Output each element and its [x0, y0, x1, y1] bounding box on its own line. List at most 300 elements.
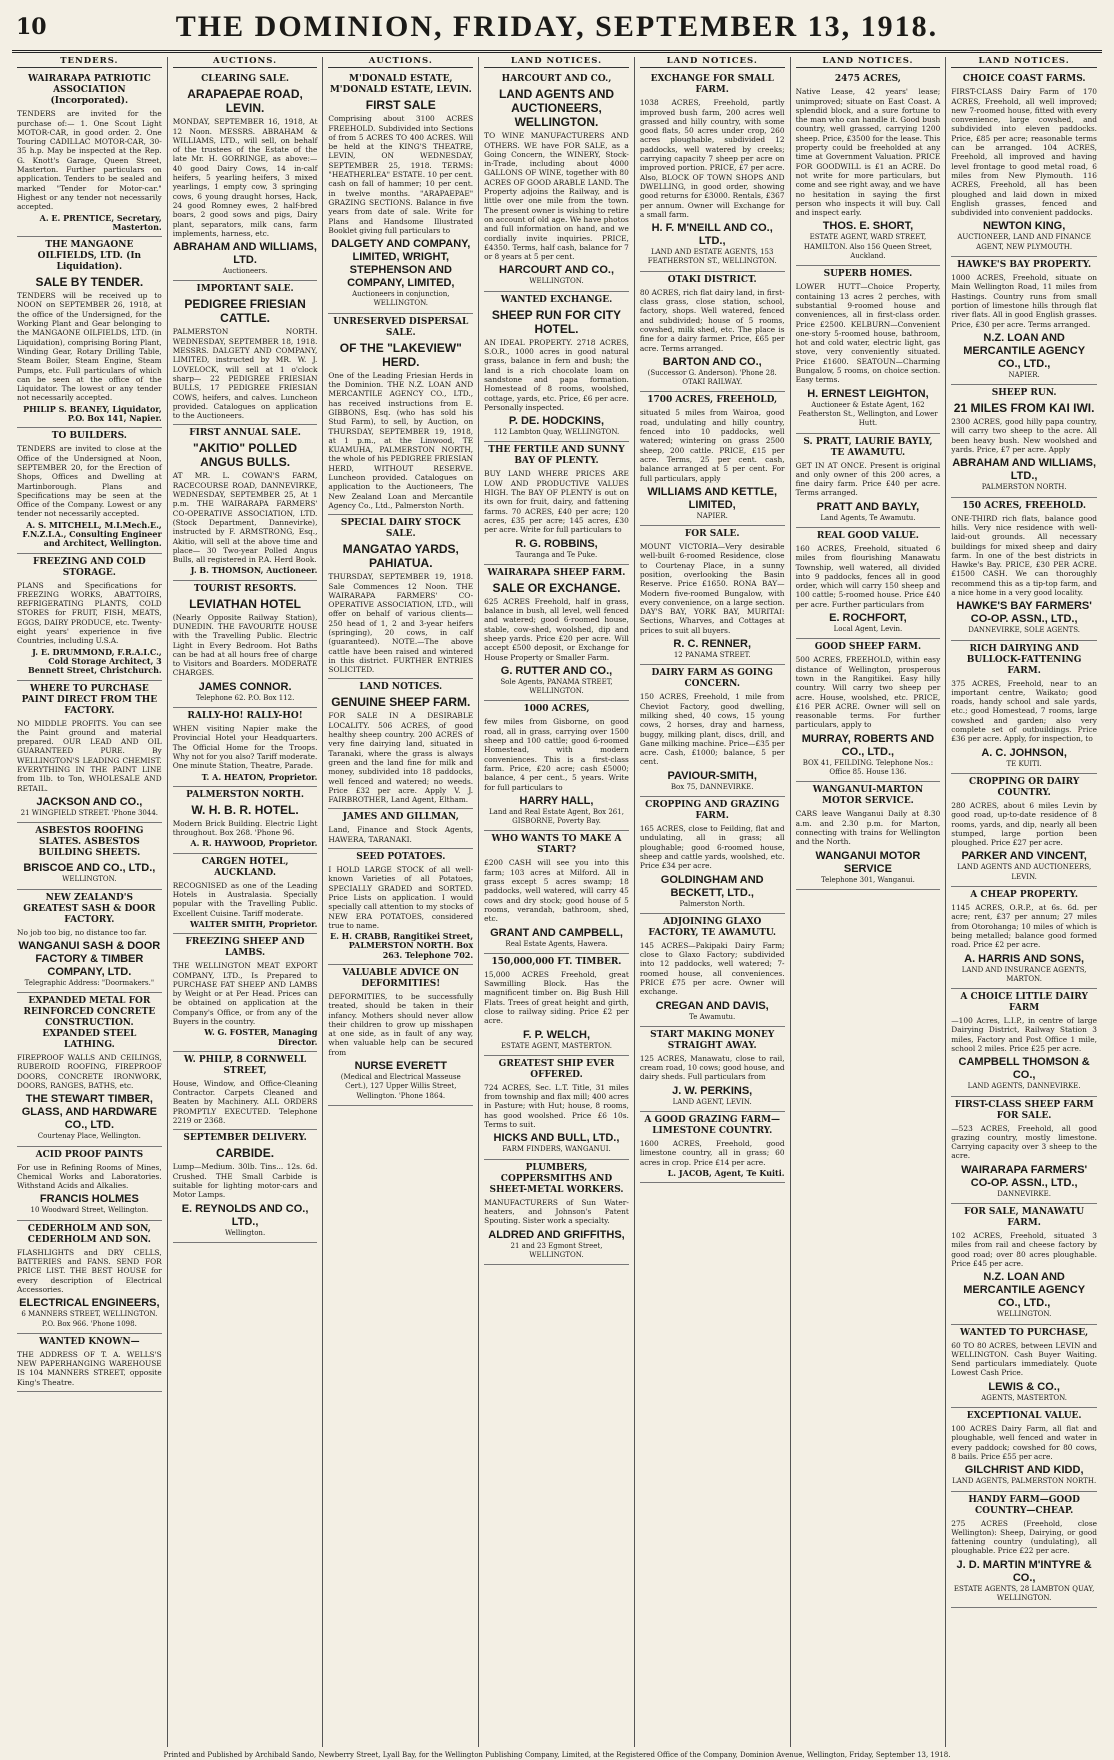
ad-signature: J. B. THOMSON, Auctioneer.	[190, 565, 318, 576]
advertisement	[328, 314, 473, 515]
advertisement	[173, 425, 318, 580]
ad-body: FIRST-CLASS Dairy Farm of 170 ACRES, Freehold, all well improved; new 7-roomed house, fitted with every convenience, large cowshed, and subdivided into eleven paddocks. Price, £85 per acre; reasonable terms can be arranged. 104 ACRES, Freehold, all improved and having level frontage to good metal road, 6 miles from New Plymouth. 116 ACRES, Freehold, all has been ploughed and laid down in mixed English grasses, fenced and subdivided into convenient paddocks.	[951, 87, 1097, 218]
ad-advertiser: FRANCIS HOLMES	[39, 1193, 139, 1206]
ad-address: LAND AGENTS, DANNEVIRKE.	[967, 1082, 1081, 1091]
ad-advertiser: F. P. WELCH,	[522, 1028, 590, 1041]
ad-body: For use in Refining Rooms of Mines, Chemical Works and Laboratories. Withstand Acids and Alkalies.	[17, 1162, 162, 1191]
advertisement	[173, 934, 318, 1052]
ad-heading: RICH DAIRYING AND BULLOCK-FATTENING FARM.	[966, 643, 1082, 676]
column-4	[479, 57, 635, 1747]
ad-advertiser: N.Z. LOAN AND MERCANTILE AGENCY CO., LTD.,	[963, 331, 1086, 370]
ad-heading: JAMES AND GILLMAN,	[342, 812, 459, 823]
advertisement	[484, 442, 629, 564]
advertisement	[173, 1130, 318, 1242]
ad-body: Native Lease, 42 years' lease; unimproved; situate on East Coast. A splendid block, and a sure fortune to the man who can handle it. Good bush country, well grassed, carrying 1200 sheep. Price, £3500 for the lease. This property could be freeholded at any time at Government Valuation. PRICE FOR GOODWILL is £1 an ACRE. Do not write for more particulars, but come and see right away, and we have no hesitation in saying the first person who inspects it will buy. Call and inspect early.	[795, 87, 941, 218]
ad-address: 21 and 23 Egmont Street, WELLINGTON.	[510, 1241, 603, 1259]
ad-body: 275 ACRES (Freehold, close Wellington): Sheep, Dairying, or good fattening country (undulating), all ploughable. Price £22 per acre.	[951, 1518, 1097, 1556]
column-header: LAND NOTICES.	[951, 57, 1097, 68]
ad-body: 1000 ACRES, Freehold, situate on Main Wellington Road, 11 miles from Hastings. Country runs from small portion of limestone hills through flat river flats. All in good English grasses. Price, £30 per acre. Terms arranged.	[951, 273, 1097, 329]
ad-headline: PEDIGREE FRIESIAN CATTLE.	[184, 297, 306, 326]
ad-heading: ASBESTOS ROOFING SLATES. ASBESTOS BUILDING SHEETS.	[35, 826, 144, 859]
ad-address: Tauranga and Te Puke.	[515, 550, 598, 559]
ad-address: LAND AND INSURANCE AGENTS, MARTON.	[961, 965, 1087, 983]
column-header: AUCTIONS.	[328, 57, 473, 68]
advertisement	[173, 787, 318, 854]
ad-headline: LAND AGENTS AND AUCTIONEERS, WELLINGTON.	[498, 87, 615, 130]
ad-body: 724 ACRES, Sec. L.T. Title, 31 miles from township and flax mill; 400 acres in Pasture; with Hut; house, 8 rooms, has good woolshed. Price £6 10s. Terms to suit.	[484, 1082, 629, 1130]
ad-body: BUY LAND WHERE PRICES ARE LOW AND PRODUCTIVE VALUES HIGH. The BAY OF PLENTY is out on its own for fruit, dairy, and fattening farms. 70 ACRES, £40 per acre; 120 acres, £35 per acre; 145 acres, £30 per acre. Write for full particulars to	[484, 469, 629, 535]
ad-address: Palmerston North.	[679, 899, 745, 908]
ad-address: AUCTIONEER, LAND AND FINANCE AGENT, NEW PLYMOUTH.	[957, 233, 1091, 251]
ad-body: DEFORMITIES, to be successfully treated, should be taken in their infancy. Mothers should never allow their children to grow up misshapen at one side, as in fault of any way, when valuable help can be secured from	[328, 992, 474, 1057]
ad-heading: FOR SALE.	[684, 529, 740, 540]
advertisement	[951, 1492, 1097, 1609]
ad-advertiser: J. D. MARTIN M'INTYRE & CO.,	[956, 1558, 1092, 1584]
ad-heading: GOOD SHEEP FARM.	[814, 642, 922, 653]
advertisement	[484, 1160, 629, 1265]
ad-advertiser: P. DE. HODCKINS,	[508, 415, 605, 428]
ad-heading: GREATEST SHIP EVER OFFERED.	[498, 1058, 615, 1080]
ad-address: Auctioneers in conjunction, WELLINGTON.	[352, 290, 450, 308]
ad-body: Land, Finance and Stock Agents, HAWERA, TARANAKI.	[328, 825, 474, 844]
ad-address: 6 MANNERS STREET, WELLINGTON. P.O. Box 966. 'Phone 1098.	[21, 1310, 158, 1328]
ad-advertiser: H. F. M'NEILL AND CO., LTD.,	[651, 222, 773, 248]
ad-address: ESTATE AGENT, WARD STREET, HAMILTON. Also 156 Queen Street, Auckland.	[803, 233, 932, 261]
ad-address: BOX 41, FEILDING. Telephone Nos.: Office 85. House 136.	[802, 758, 934, 777]
advertisement	[796, 434, 941, 528]
ad-heading: 2475 ACRES,	[834, 74, 901, 85]
ad-advertiser: J. W. PERKINS,	[672, 1084, 753, 1097]
ad-advertiser: JAMES CONNOR.	[198, 680, 292, 693]
ad-body: 160 ACRES, Freehold, situated 6 miles from flourishing Manawatu Township, well watered, all divided into 9 paddocks, fences all in good order, which will carry 150 sheep and 100 cattle; 5-roomed house. Price £40 per acre. Further particulars from	[795, 543, 941, 609]
advertisement	[484, 701, 629, 831]
ad-address: Local Agent, Levin.	[833, 625, 903, 634]
ad-heading: HANDY FARM—GOOD COUNTRY—CHEAP.	[968, 1494, 1080, 1516]
newspaper-title: THE DOMINION, FRIDAY, SEPTEMBER 13, 1918.	[175, 10, 939, 43]
ad-heading: HARCOURT AND CO.,	[501, 74, 612, 85]
ad-advertiser: WILLIAMS AND KETTLE, LIMITED,	[647, 485, 778, 511]
ad-body: 500 ACRES, FREEHOLD, within easy distance of Wellington, prosperous town in the Rangitikei. Easy hilly country. Will carry two sheep per acre. House, woolshed, etc. PRICE, £16 PER ACRE. Owner will sell on reasonable terms. For further particulars, apply to	[795, 655, 941, 730]
ad-body: MOUNT VICTORIA—Very desirable well-built 6-roomed Residence, close to Courtenay Place, in a sunny position, overlooking the Basin Reserve. Price £1650. RONA BAY—Modern five-roomed Bungalow, with every convenience, on a large section. DAY'S BAY, YORK BAY, MURITAI: Sections, Wharves, and Cottages at prices to suit all buyers.	[639, 542, 785, 635]
ad-heading: FIRST ANNUAL SALE.	[189, 428, 301, 439]
ad-address: TE KUITI.	[1006, 759, 1042, 768]
ad-headline: SHEEP RUN FOR CITY HOTEL.	[491, 307, 622, 336]
ad-address: Telephone 301, Wanganui.	[820, 875, 915, 884]
advertisement	[484, 831, 629, 953]
ad-heading: 1000 ACRES,	[523, 704, 590, 715]
ad-address: Courtenay Place, Wellington.	[37, 1132, 141, 1141]
ad-heading: FREEZING AND COLD STORAGE.	[33, 556, 146, 578]
advertisement	[328, 679, 473, 809]
ad-heading: ADJOINING GLAXO FACTORY, TE AWAMUTU.	[648, 916, 777, 938]
ad-heading: CEDERHOLM AND SON, CEDERHOLM AND SON.	[27, 1223, 151, 1245]
ad-heading: SEPTEMBER DELIVERY.	[183, 1133, 307, 1144]
ad-heading: FREEZING SHEEP AND LAMBS.	[185, 937, 305, 959]
ad-advertiser: HARCOURT AND CO.,	[498, 264, 615, 277]
ad-advertiser: LEWIS & CO.,	[988, 1380, 1060, 1393]
advertisement	[17, 993, 162, 1146]
ad-body: CARS leave Wanganui Daily at 8.30 a.m. and 2.30 p.m. for Marton, connecting with trains for Wellington and the North.	[795, 809, 941, 847]
ad-address: LAND AND ESTATE AGENTS, 153 FEATHERSTON ST., WELLINGTON.	[647, 248, 777, 266]
ad-body: 1038 ACRES, Freehold, partly improved bush farm, 200 acres well grassed and hilly country, with some good flats, 50 acres under crop, 260 acres ploughable, subdivided 12 paddocks, well watered by creeks; carrying capacity 7 sheep per acre on improved portion. PRICE, £7 per acre. Also, BLOCK OF TOWN SHOPS AND DWELLING, in good order, showing good returns for £3000. Rentals, £367 per annum. Owner will Exchange for a small farm.	[639, 98, 785, 219]
ad-heading: IMPORTANT SALE.	[196, 284, 294, 295]
ad-heading: TOURIST RESORTS.	[193, 583, 297, 594]
ad-headline: "AKITIO" POLLED ANGUS BULLS.	[193, 441, 298, 470]
advertisement	[796, 71, 941, 266]
ad-heading: THE FERTILE AND SUNNY BAY OF PLENTY.	[488, 445, 625, 467]
advertisement	[328, 515, 473, 679]
advertisement	[17, 428, 162, 553]
advertisement	[17, 823, 162, 889]
ad-advertiser: MURRAY, ROBERTS AND CO., LTD.,	[801, 732, 935, 758]
ad-headline: OF THE "LAKEVIEW" HERD.	[339, 340, 462, 369]
ad-body: FIREPROOF WALLS AND CEILINGS, RUBEROID ROOFING, FIREPROOF DOORS, CONCRETE IRONWORK, DOORS, RANGES, BATHS, etc.	[17, 1053, 162, 1090]
ad-body: 125 ACRES, Manawatu, close to rail, cream road, 10 cows; good house, and dairy sheds. Full particulars from	[639, 1053, 785, 1082]
ad-heading: START MAKING MONEY STRAIGHT AWAY.	[650, 1029, 775, 1051]
advertisement	[951, 498, 1097, 641]
ad-headline: W. H. B. R. HOTEL.	[191, 802, 299, 817]
ad-advertiser: GRANT AND CAMPBELL,	[490, 926, 623, 939]
advertisement	[17, 681, 162, 824]
ad-headline: SALE BY TENDER.	[35, 275, 144, 290]
ad-headline: CARBIDE.	[216, 1146, 275, 1161]
ad-body: 145 ACRES—Pakipaki Dairy Farm; close to Glaxo Factory; subdivided into 12 paddocks, well watered; 7-roomed house, all conveniences. PRICE £75 per acre. Owner will exchange.	[639, 940, 785, 997]
ad-advertiser: PAVIOUR-SMITH,	[667, 769, 757, 782]
ad-body: —523 ACRES, Freehold, all good grazing country, mostly limestone. Carrying capacity over 3 sheep to the acre.	[951, 1123, 1097, 1161]
advertisement	[484, 292, 629, 443]
ad-heading: 150,000,000 FT. TIMBER.	[491, 956, 622, 967]
advertisement	[173, 854, 318, 934]
ad-address: PALMERSTON NORTH.	[981, 483, 1067, 492]
advertisement	[640, 392, 785, 526]
advertisement	[17, 1221, 162, 1334]
column-header: AUCTIONS.	[173, 57, 318, 68]
ad-body: 100 ACRES Dairy Farm, all flat and ploughable, well fenced and water in every paddock; cowshed for 80 cows, 8 bails. Price £55 per acre.	[951, 1424, 1097, 1461]
ad-body: No job too big, no distance too far.	[17, 927, 147, 937]
ad-address: NAPIER.	[1008, 370, 1040, 379]
ad-headline: LEVIATHAN HOTEL	[189, 596, 301, 611]
ad-address: Telegraphic Address: "Doormakers."	[24, 978, 155, 987]
ad-address: 10 Woodward Street, Wellington.	[30, 1206, 149, 1215]
ad-heading: WAIRARAPA PATRIOTIC ASSOCIATION (Incorporated).	[27, 74, 151, 107]
advertisement	[17, 237, 162, 428]
ad-body: 1600 ACRES, Freehold, good limestone country, all in grass; 60 acres in crop. Price £14 per acre.	[639, 1139, 785, 1167]
ad-body: Modern Brick Building. Electric Light throughout. Box 268. 'Phone 96.	[172, 818, 318, 838]
ad-advertiser: BRISCOE AND CO., LTD.,	[23, 862, 156, 875]
ad-heading: CROPPING OR DAIRY COUNTRY.	[968, 776, 1080, 798]
advertisement	[173, 581, 318, 708]
advertisement	[328, 71, 473, 313]
ad-body: THURSDAY, SEPTEMBER 19, 1918. Sale Commences 12 Noon. THE WAIRARAPA FARMERS' CO-OPERATIVE ASSOCIATION, LTD., will offer on behalf of various clients— 250 head of 1, 2 and 3-year heifers (springing), 20 cows, in calf (guaranteed). NOTE.—The above cattle have been raised and wintered in this district. FURTHER ENTRIES SOLICITED.	[328, 572, 474, 675]
ad-advertiser: ELECTRICAL ENGINEERS,	[19, 1297, 160, 1310]
ad-address: ESTATE AGENTS, 28 LAMBTON QUAY, WELLINGTON.	[953, 1584, 1095, 1603]
ad-body: —100 Acres, L.I.P., in centre of large Dairying District, Railway Station 3 miles, Factory and Post Office 1 mile, school 2 miles. Price £25 per acre.	[951, 1016, 1097, 1053]
advertisement	[484, 71, 629, 291]
advertisement	[951, 1097, 1097, 1204]
advertisement	[640, 797, 785, 914]
ad-heading: EXCEPTIONAL VALUE.	[966, 1411, 1082, 1422]
ad-signature: W. G. FOSTER, Managing Director.	[204, 1027, 318, 1047]
ad-body: WHEN visiting Napier make the Provincial Hotel your Headquarters. The Official Home for the Troops. Why not for you also? Tariff moderate. One minute Station, Theatre, Parade.	[172, 724, 318, 771]
ad-body: LOWER HUTT—Choice Property, containing 13 acres 2 perches, with substantial 9-roomed house and conveniences, all in first-class order. Price £2500. KELBURN—Convenient one-story 5-roomed house, bathroom, hot and cold water, electric light, gas stove, very conveniently situated. Price £1600. SEATOUN—Charming Bungalow, 5 rooms, on choice section. Easy terms.	[795, 282, 941, 385]
ad-body: One of the Leading Friesian Herds in the Dominion. THE N.Z. LOAN AND MERCANTILE AGENCY CO., LTD., has received instructions from E. GIBBONS, Esq. (who has sold his Stud Farm), to sell, by Auction, on THURSDAY, SEPTEMBER 19, 1918, at 1 p.m., at the Linwood, TE KUAMUHA, PALMERSTON NORTH, the whole of his PEDIGREE FRIESIAN HERD, WITHOUT RESERVE. Luncheon provided. Catalogues on application to the Auctioneers, The New Zealand Loan and Mercantile Agency Co., Ltd., Palmerston North.	[328, 370, 474, 510]
ad-advertiser: R. G. ROBBINS,	[515, 537, 598, 550]
ad-body: RECOGNISED as one of the Leading Hotels in Australasia. Specially popular with the Travelling Public. Excellent Cuisine. Tariff moderate.	[172, 880, 318, 918]
ad-heading: LAND NOTICES.	[359, 682, 443, 693]
ad-body: 165 ACRES, close to Feilding, flat and undulating, all in grass; all ploughable; good 6-roomed house, sheep and cattle yards, woolshed, etc. Price £34 per acre.	[639, 824, 785, 871]
advertisement	[640, 272, 785, 393]
advertisement	[951, 71, 1097, 257]
advertisement	[328, 809, 473, 849]
ad-headline: MANGATAO YARDS, PAHIATUA.	[342, 542, 459, 571]
ad-advertiser: A. HARRIS AND SONS,	[964, 952, 1085, 965]
ad-heading: UNRESERVED DISPERSAL SALE.	[333, 316, 469, 338]
ad-signature: WALTER SMITH, Proprietor.	[190, 918, 318, 929]
column-5	[635, 57, 791, 1747]
ad-heading: M'DONALD ESTATE, M'DONALD ESTATE, LEVIN.	[329, 74, 472, 96]
ad-address: Land and Real Estate Agent, Box 261, GISBORNE, Poverty Bay.	[489, 807, 624, 826]
ad-heading: REAL GOOD VALUE.	[816, 530, 919, 541]
ad-body: THE WELLINGTON MEAT EXPORT COMPANY, LTD., Is Prepared to PURCHASE FAT SHEEP AND LAMBS by Weight or at Per Head. Prices can be obtained on application at the Company's Office, or from any of the Buyers in the country.	[172, 961, 318, 1026]
ad-heading: OTAKI DISTRICT.	[667, 274, 757, 285]
ad-heading: SHEEP RUN.	[991, 388, 1057, 399]
ad-advertiser: DALGETY AND COMPANY, LIMITED, WRIGHT, STEPHENSON AND COMPANY, LIMITED,	[331, 238, 471, 290]
ad-heading: PALMERSTON NORTH.	[186, 789, 304, 800]
advertisement	[640, 665, 785, 797]
ad-heading: A GOOD GRAZING FARM—LIMESTONE COUNTRY.	[644, 1115, 781, 1137]
ad-address: LAND AGENT, LEVIN.	[672, 1097, 752, 1106]
ad-address: (Successor G. Anderson). 'Phone 28. OTAKI RAILWAY.	[647, 368, 777, 387]
ad-advertiser: PRATT AND BAYLY,	[816, 500, 920, 513]
ad-body: 2300 ACRES, good hilly papa country, will carry two sheep to the acre. All been heavy bush. New woolshed and yards. Price, £7 per acre. Apply	[951, 417, 1097, 455]
ad-advertiser: N.Z. LOAN AND MERCANTILE AGENCY CO., LTD.,	[963, 1271, 1086, 1310]
ad-heading: 1700 ACRES, FREEHOLD,	[647, 395, 778, 406]
advertisement	[328, 965, 473, 1106]
ad-advertiser: THE STEWART TIMBER, GLASS, AND HARDWARE CO., LTD.	[21, 1093, 157, 1132]
advertisement	[951, 774, 1097, 887]
ad-address: Real Estate Agents, Hawera.	[505, 939, 608, 948]
column-1	[12, 57, 168, 1747]
ad-address: Wellington.	[224, 1228, 266, 1237]
advertisement	[17, 1334, 162, 1392]
advertisement	[796, 782, 941, 889]
column-7	[946, 57, 1102, 1747]
ad-heading: S. PRATT, LAURIE BAYLY, TE AWAMUTU.	[803, 436, 933, 458]
ad-advertiser: HICKS AND BULL, LTD.,	[493, 1132, 620, 1145]
ad-heading: A CHEAP PROPERTY.	[970, 890, 1078, 901]
ad-body: (Nearly Opposite Railway Station), DUNEDIN. THE FAVOURITE HOUSE with the Travelling Public. Electric Light in Every Bedroom. Hot Baths can be had at all hours free of charge to Visitors and Boarders. MODERATE CHARGES.	[172, 612, 318, 678]
ad-heading: 150 ACRES, FREEHOLD.	[962, 500, 1086, 511]
ad-heading: CARGEN HOTEL, AUCKLAND.	[201, 856, 289, 878]
advertisement	[173, 1052, 318, 1130]
ad-body: FOR SALE IN A DESIRABLE LOCALITY. 506 ACRES, of good healthy sheep country. 200 ACRES of very fine dairying land, situated in Taranaki, where the grass is always green and the land fine for milk and money, subdivided into 18 paddocks, well fenced and watered; no weeds. Price £32 per acre. Apply V. J. FAIRBROTHER, Land Agent, Eltham.	[328, 711, 474, 805]
advertisement	[951, 887, 1097, 989]
ad-body: PALMERSTON NORTH. WEDNESDAY, SEPTEMBER 18, 1918. MESSRS. DALGETY AND COMPANY, LIMITED, instructed by MR. W. J. LOVELOCK, will sell at 1 o'clock sharp— 22 PEDIGREE FRIESIAN BULLS, 17 PEDIGREE FRIESIAN COWS, heifers, and calves. Luncheon provided. Catalogues on application to the Auctioneers.	[172, 327, 318, 421]
ad-heading: FIRST-CLASS SHEEP FARM FOR SALE.	[954, 1099, 1094, 1121]
ad-body: THE ADDRESS OF T. A. WELLS'S NEW PAPERHANGING WAREHOUSE IS 104 MANNERS STREET, opposite King's Theatre.	[17, 1349, 162, 1387]
ad-body: 1145 ACRES, O.R.P., at 6s. 6d. per acre; rent, £37 per annum; 27 miles from Otorohanga; 10 miles of which is being metalled; balance good formed road. Price £2 per acre.	[951, 903, 1097, 950]
ad-advertiser: CREGAN AND DAVIS,	[655, 999, 769, 1012]
ad-address: NAPIER.	[696, 511, 728, 520]
ad-advertiser: HAWKE'S BAY FARMERS' CO-OP. ASSN., LTD.,	[956, 600, 1092, 626]
ad-body: House, Window, and Office-Cleaning Contractor. Carpets Cleaned and Beaten by Machinery. ALL ORDERS PROMPTLY EXECUTED. Telephone 2219 or 2368.	[172, 1078, 318, 1126]
ad-address: ESTATE AGENT, MASTERTON.	[500, 1041, 613, 1050]
ad-heading: THE MANGAONE OILFIELDS, LTD. (In Liquidation).	[37, 240, 142, 273]
advertisement	[796, 266, 941, 433]
ad-advertiser: WAIRARAPA FARMERS' CO-OP. ASSN., LTD.,	[961, 1163, 1088, 1189]
ad-address: WELLINGTON.	[529, 277, 584, 286]
ad-body: Comprising about 3100 ACRES FREEHOLD. Subdivided into Sections of from 5 ACRES TO 400 ACRES. Will be held at the KING'S THEATRE, LEVIN, ON WEDNESDAY, SEPTEMBER 25, 1918. TERMS: "HEATHERLEA" ESTATE. 10 per cent. cash on fall of hammer; 10 per cent. in twelve months. "ARAPAEPAE" GRAZING SECTIONS. Balance in five years from date of sale. Write for Plans and Handsome Illustrated Booklet giving full particulars to	[328, 114, 474, 235]
ad-heading: CHOICE COAST FARMS.	[962, 74, 1086, 85]
ad-body: 102 ACRES, Freehold, situated 3 miles from rail and cheese factory by good road; over 80 acres ploughable. Price £45 per acre.	[951, 1231, 1097, 1268]
column-6	[791, 57, 947, 1747]
ad-heading: HAWKE'S BAY PROPERTY.	[957, 260, 1092, 271]
ad-headline: GENUINE SHEEP FARM.	[331, 695, 471, 710]
ad-body: 60 TO 80 ACRES, between LEVIN and WELLINGTON. Cash Buyer Waiting. Send particulars immediately. Quote Lowest Cash Price.	[951, 1340, 1097, 1378]
ad-heading: WAIRARAPA SHEEP FARM.	[487, 567, 626, 578]
ad-body: MANUFACTURERS of Sun Water-heaters, and Johnson's Patent Spouting. Sister work a specialty.	[484, 1197, 629, 1226]
ad-body: PLANS and Specifications for FREEZING WORKS, ABATTOIRS, REFRIGERATING PLANTS, COLD STORES for FRUIT, FISH, MEATS, EGGS, DAIRY PRODUCE, etc. Twenty-eight years' experience in five Countries, including U.S.A.	[17, 580, 162, 646]
ad-body: NO MIDDLE PROFITS. You can see the Paint ground and material prepared. OUR LEAD AND OIL GUARANTEED PURE. By WELLINGTON'S LEADING CHEMIST. EVERYTHING IN THE PAINT LINE from 1lb. to Ton, WHOLESALE AND RETAIL.	[17, 718, 162, 793]
ad-advertiser: ALDRED AND GRIFFITHS,	[488, 1228, 625, 1241]
ad-heading: DAIRY FARM AS GOING CONCERN.	[651, 668, 773, 690]
ad-body: TENDERS are invited for the purchase of:— 1. One Scout Light MOTOR-CAR, in good order. 2. One Touring CADILLAC MOTOR-CAR, 30-35 h.p. May be inspected at the Rep. G. Knott's Garage, Queen Street, Masterton. Further particulars on application. Tenders to be sealed and marked "Tender for Motor-car." Highest or any tender not necessarily accepted.	[17, 109, 162, 212]
ad-address: 21 WINGFIELD STREET. 'Phone 3044.	[20, 808, 159, 817]
advertisement	[951, 641, 1097, 774]
ad-advertiser: E. REYNOLDS AND CO., LTD.,	[181, 1202, 309, 1228]
ad-body: AT MR. L. COWAN'S FARM, RACECOURSE ROAD, DANNEVIRKE, WEDNESDAY, SEPTEMBER 25, At 1 p.m. THE WAIRARAPA FARMERS' CO-OPERATIVE ASSOCIATION, LTD. (Stock Department, Dannevirke), instructed by F. ARMSTRONG, Esq., Akitio, will sell at the above time and place— 30 Two-year Polled Angus Bulls, all registered in P.A. Herd Book.	[172, 471, 318, 565]
ad-heading: WHO WANTS TO MAKE A START?	[491, 834, 622, 856]
ad-heading: A CHOICE LITTLE DAIRY FARM	[960, 992, 1088, 1014]
ad-heading: SUPERB HOMES.	[823, 269, 913, 280]
ad-signature: T. A. HEATON, Proprietor.	[201, 771, 318, 782]
advertisement	[484, 1056, 629, 1160]
ad-heading: WANGANUI-MARTON MOTOR SERVICE.	[812, 785, 924, 807]
ad-heading: WANTED TO PURCHASE,	[960, 1327, 1089, 1338]
ad-advertiser: ABRAHAM AND WILLIAMS, LTD.	[173, 241, 317, 267]
ad-body: 80 ACRES, rich flat dairy land, in first-class grass, close station, school, factory, shops. Well watered, fenced and subdivided; house of 5 rooms, cowshed, milk shed, etc. The place is fine for a dairy farmer. Price, £65 per acre. Terms arranged.	[639, 287, 785, 353]
ad-advertiser: NEWTON KING,	[982, 220, 1066, 233]
advertisement	[640, 1027, 785, 1112]
ad-body: MONDAY, SEPTEMBER 16, 1918, At 12 Noon. MESSRS. ABRAHAM & WILLIAMS, LTD., will sell, on behalf of the trustees of the Estate of the late Mr. H. GORRINGE, as above:— 40 good Dairy Cows, 14 in-calf heifers, 5 yearling heifers, 3 mixed yearlings, 1 empty cow, 3 springing cows, 6 young draught horses, Hack, 24 good Romney ewes, 2 half-bred boars, 2 good sows and pigs, Dairy plant, separators, milk cans, farm implements, harness, etc.	[172, 117, 318, 238]
ad-address: 12 PANAMA STREET.	[673, 651, 751, 660]
column-header: LAND NOTICES.	[640, 57, 785, 68]
ad-heading: EXCHANGE FOR SMALL FARM.	[650, 74, 774, 96]
ad-heading: WANTED KNOWN—	[39, 1336, 140, 1347]
advertisement	[484, 954, 629, 1056]
ad-advertiser: BARTON AND CO.,	[662, 355, 762, 368]
ad-heading: W. PHILP, 8 CORNWELL STREET,	[183, 1054, 307, 1076]
advertisement	[951, 989, 1097, 1096]
ad-body: TENDERS are invited to close at the Office of the Undersigned at Noon, SEPTEMBER 20, for the Erection of Shops, Offices and Dwelling at Martinborough. Plans and Specifications may be seen at the Office of the Company. Lowest or any tender not necessarily accepted.	[17, 444, 162, 519]
ad-body: AN IDEAL PROPERTY. 2718 ACRES, S.O.R., 1000 acres in good natural grass, balance in fern and bush; the land is a rich chocolate loam on sandstone and papa formation. Homestead of 8 rooms, woolshed, cottage, yards, etc. Price, £6 per acre. Personally inspected.	[484, 337, 629, 412]
ad-advertiser: E. ROCHFORT,	[829, 612, 907, 625]
ad-heading: WANTED EXCHANGE.	[500, 294, 613, 305]
ad-headline: FIRST SALE	[365, 98, 436, 113]
ad-body: TO WINE MANUFACTURERS AND OTHERS. WE have FOR SALE, as a Going Concern, the WINERY, Stock-in-Trade, including about 4000 GALLONS OF WINE, together with 80 ACRES OF GOOD ARABLE LAND. The Property adjoins the Railway, and is little over one mile from the town. The present owner is wishing to retire on account of old age. We have photos and full information on hand, and we cordially invite inquiries. PRICE, £4350. Terms, half cash, balance for 7 or 8 years at 5 per cent.	[484, 131, 629, 262]
ad-signature: J. E. DRUMMOND, F.R.A.I.C., Cold Storage Architect, 3 Bennett Street, Christchurch.	[27, 646, 162, 676]
ad-body: situated 5 miles from Wairoa, good road, undulating and hilly country, fenced into 10 paddocks, well watered; wintering on grass 2500 sheep, 200 cattle. PRICE, £15 per acre. Terms, 25 per cent. cash, balance arranged at 5 per cent. For full particulars, apply	[639, 408, 785, 483]
ad-advertiser: G. RUTTER AND CO.,	[500, 664, 613, 677]
column-3	[323, 57, 479, 1747]
ad-signature: E. H. CRABB, Rangitikei Street, PALMERSTON NORTH. Box 263. Telephone 702.	[330, 931, 474, 960]
advertisement	[173, 71, 318, 281]
ad-advertiser: R. C. RENNER,	[673, 638, 752, 651]
ad-address: Telephone 62. P.O. Box 112.	[195, 693, 295, 702]
masthead	[12, 8, 1102, 53]
ad-address: DANNEVIRKE.	[997, 1189, 1051, 1198]
ad-body: 280 ACRES, about 6 miles Levin by good road, up-to-date residence of 8 rooms, yards, and dip, nearly all been stumped, large portion been ploughed. Price £27 per acre.	[951, 800, 1097, 848]
column-header: TENDERS.	[17, 57, 162, 68]
ad-signature: L. JACOB, Agent, Te Kuiti.	[667, 1167, 785, 1178]
ad-advertiser: GOLDINGHAM AND BECKETT, LTD.,	[660, 873, 764, 899]
advertisement	[640, 526, 785, 665]
ad-advertiser: HARRY HALL,	[519, 794, 594, 807]
advertisement	[173, 708, 318, 787]
ad-advertiser: NURSE EVERETT	[354, 1060, 447, 1073]
ad-advertiser: ABRAHAM AND WILLIAMS, LTD.,	[952, 457, 1097, 483]
ad-address: (Medical and Electrical Masseuse Cert.), 127 Upper Willis Street, Wellington. 'Phone 1864.	[340, 1073, 461, 1100]
ad-advertiser: CAMPBELL THOMSON & CO.,	[958, 1056, 1090, 1082]
ad-address: WELLINGTON.	[996, 1310, 1052, 1319]
advertisement	[951, 257, 1097, 385]
ad-body: Lump—Medium. 30lb. Tins... 12s. 6d. Crushed. THE Small Carbide is suitable for lighting motor-cars and Motor Lamps.	[172, 1162, 318, 1200]
advertisement	[951, 1204, 1097, 1324]
advertisement	[951, 1325, 1097, 1408]
advertisement	[17, 71, 162, 237]
ad-signature: A. S. MITCHELL, M.I.Mech.E., F.N.Z.I.A., Consulting Engineer and Architect, Wellington.	[22, 519, 162, 549]
ad-heading: EXPANDED METAL FOR REINFORCED CONCRETE CONSTRUCTION. EXPANDED STEEL LATHING.	[23, 996, 156, 1051]
ad-address: Sole Agents, PANAMA STREET, WELLINGTON.	[500, 677, 613, 696]
ad-heading: SPECIAL DAIRY STOCK SALE.	[340, 518, 461, 540]
ad-address: LAND AGENTS, PALMERSTON NORTH.	[952, 1477, 1097, 1486]
ad-body: ONE-THIRD rich flats, balance good hills. Very nice residence with well-laid-out grounds. All necessary buildings for mixed sheep and dairy farm. In one of the best districts in Hawke's Bay. PRICE, £30 PER ACRE. £1500 CASH. We can thoroughly recommend this as a tip-top farm, and a nice home in a very good locality.	[951, 513, 1097, 597]
ad-address: Auctioneers.	[222, 267, 268, 276]
advertisement	[640, 914, 785, 1027]
ad-advertiser: H. ERNEST LEIGHTON,	[807, 387, 929, 400]
ad-body: FLASHLIGHTS and DRY CELLS, BATTERIES and FANS. SEND FOR PRICE LIST. THE BEST HOUSE for every description of Electrical Accessories.	[17, 1247, 162, 1294]
ad-heading: RALLY-HO! RALLY-HO!	[187, 711, 303, 722]
ad-advertiser: WANGANUI MOTOR SERVICE	[815, 849, 921, 875]
ad-heading: FOR SALE, MANAWATU FARM.	[964, 1207, 1085, 1229]
ad-address: LAND AGENTS AND AUCTIONEERS, LEVIN.	[957, 863, 1092, 881]
advertisement	[951, 1408, 1097, 1491]
ad-body: I HOLD LARGE STOCK of all well-known Varieties of all Potatoes, SPECIALLY GRADED and SORTED. Price Lists on application. I would specially call attention to my stocks of NEW ERA POTATOES, considered true to name.	[328, 865, 474, 930]
advertisement	[640, 1112, 785, 1183]
ad-signature: PHILIP S. BEANEY, Liquidator, P.O. Box 141, Napier.	[23, 403, 162, 424]
ad-headline: 21 MILES FROM KAI IWI.	[953, 401, 1095, 416]
ad-advertiser: WANGANUI SASH & DOOR FACTORY & TIMBER COMPANY, LTD.	[18, 939, 161, 978]
ad-heading: NEW ZEALAND'S GREATEST SASH & DOOR FACTORY.	[23, 892, 156, 925]
ad-headline: SALE OR EXCHANGE.	[492, 580, 621, 595]
ad-body: GET IN AT ONCE. Present is original and only owner of this 200 acres, a fine dairy farm. Price £40 per acre. Terms arranged.	[795, 460, 941, 498]
ad-address: Te Awamutu.	[689, 1012, 736, 1021]
ad-heading: WHERE TO PURCHASE PAINT DIRECT FROM THE FACTORY.	[21, 683, 158, 716]
ad-headline: ARAPAEPAE ROAD, LEVIN.	[187, 87, 303, 116]
ad-heading: VALUABLE ADVICE ON DEFORMITIES!	[342, 968, 460, 989]
ad-address: Auctioneer & Estate Agent, 162 Featherston St., Wellington, and Lower Hutt.	[798, 400, 938, 428]
column-header: LAND NOTICES.	[796, 57, 941, 68]
ad-heading: SEED POTATOES.	[356, 852, 446, 863]
column-2	[168, 57, 324, 1747]
advertisement	[17, 890, 162, 994]
ad-advertiser: A. C. JOHNSON,	[981, 746, 1067, 759]
advertisement	[484, 565, 629, 702]
ad-signature: A. E. PRENTICE, Secretary, Masterton.	[39, 212, 162, 232]
ad-body: 625 ACRES Freehold, half in grass, balance in bush, all level, well fenced and watered; good 6-roomed house, stable, cow-shed, woolshed, dip and sheep yards. Price £20 per acre. Will accept £500 deposit, or Exchange for House Property or Smaller Farm.	[484, 596, 629, 662]
advertisement	[17, 1147, 162, 1221]
ad-heading: PLUMBERS, COPPERSMITHS AND SHEET-METAL WORKERS.	[489, 1162, 624, 1195]
